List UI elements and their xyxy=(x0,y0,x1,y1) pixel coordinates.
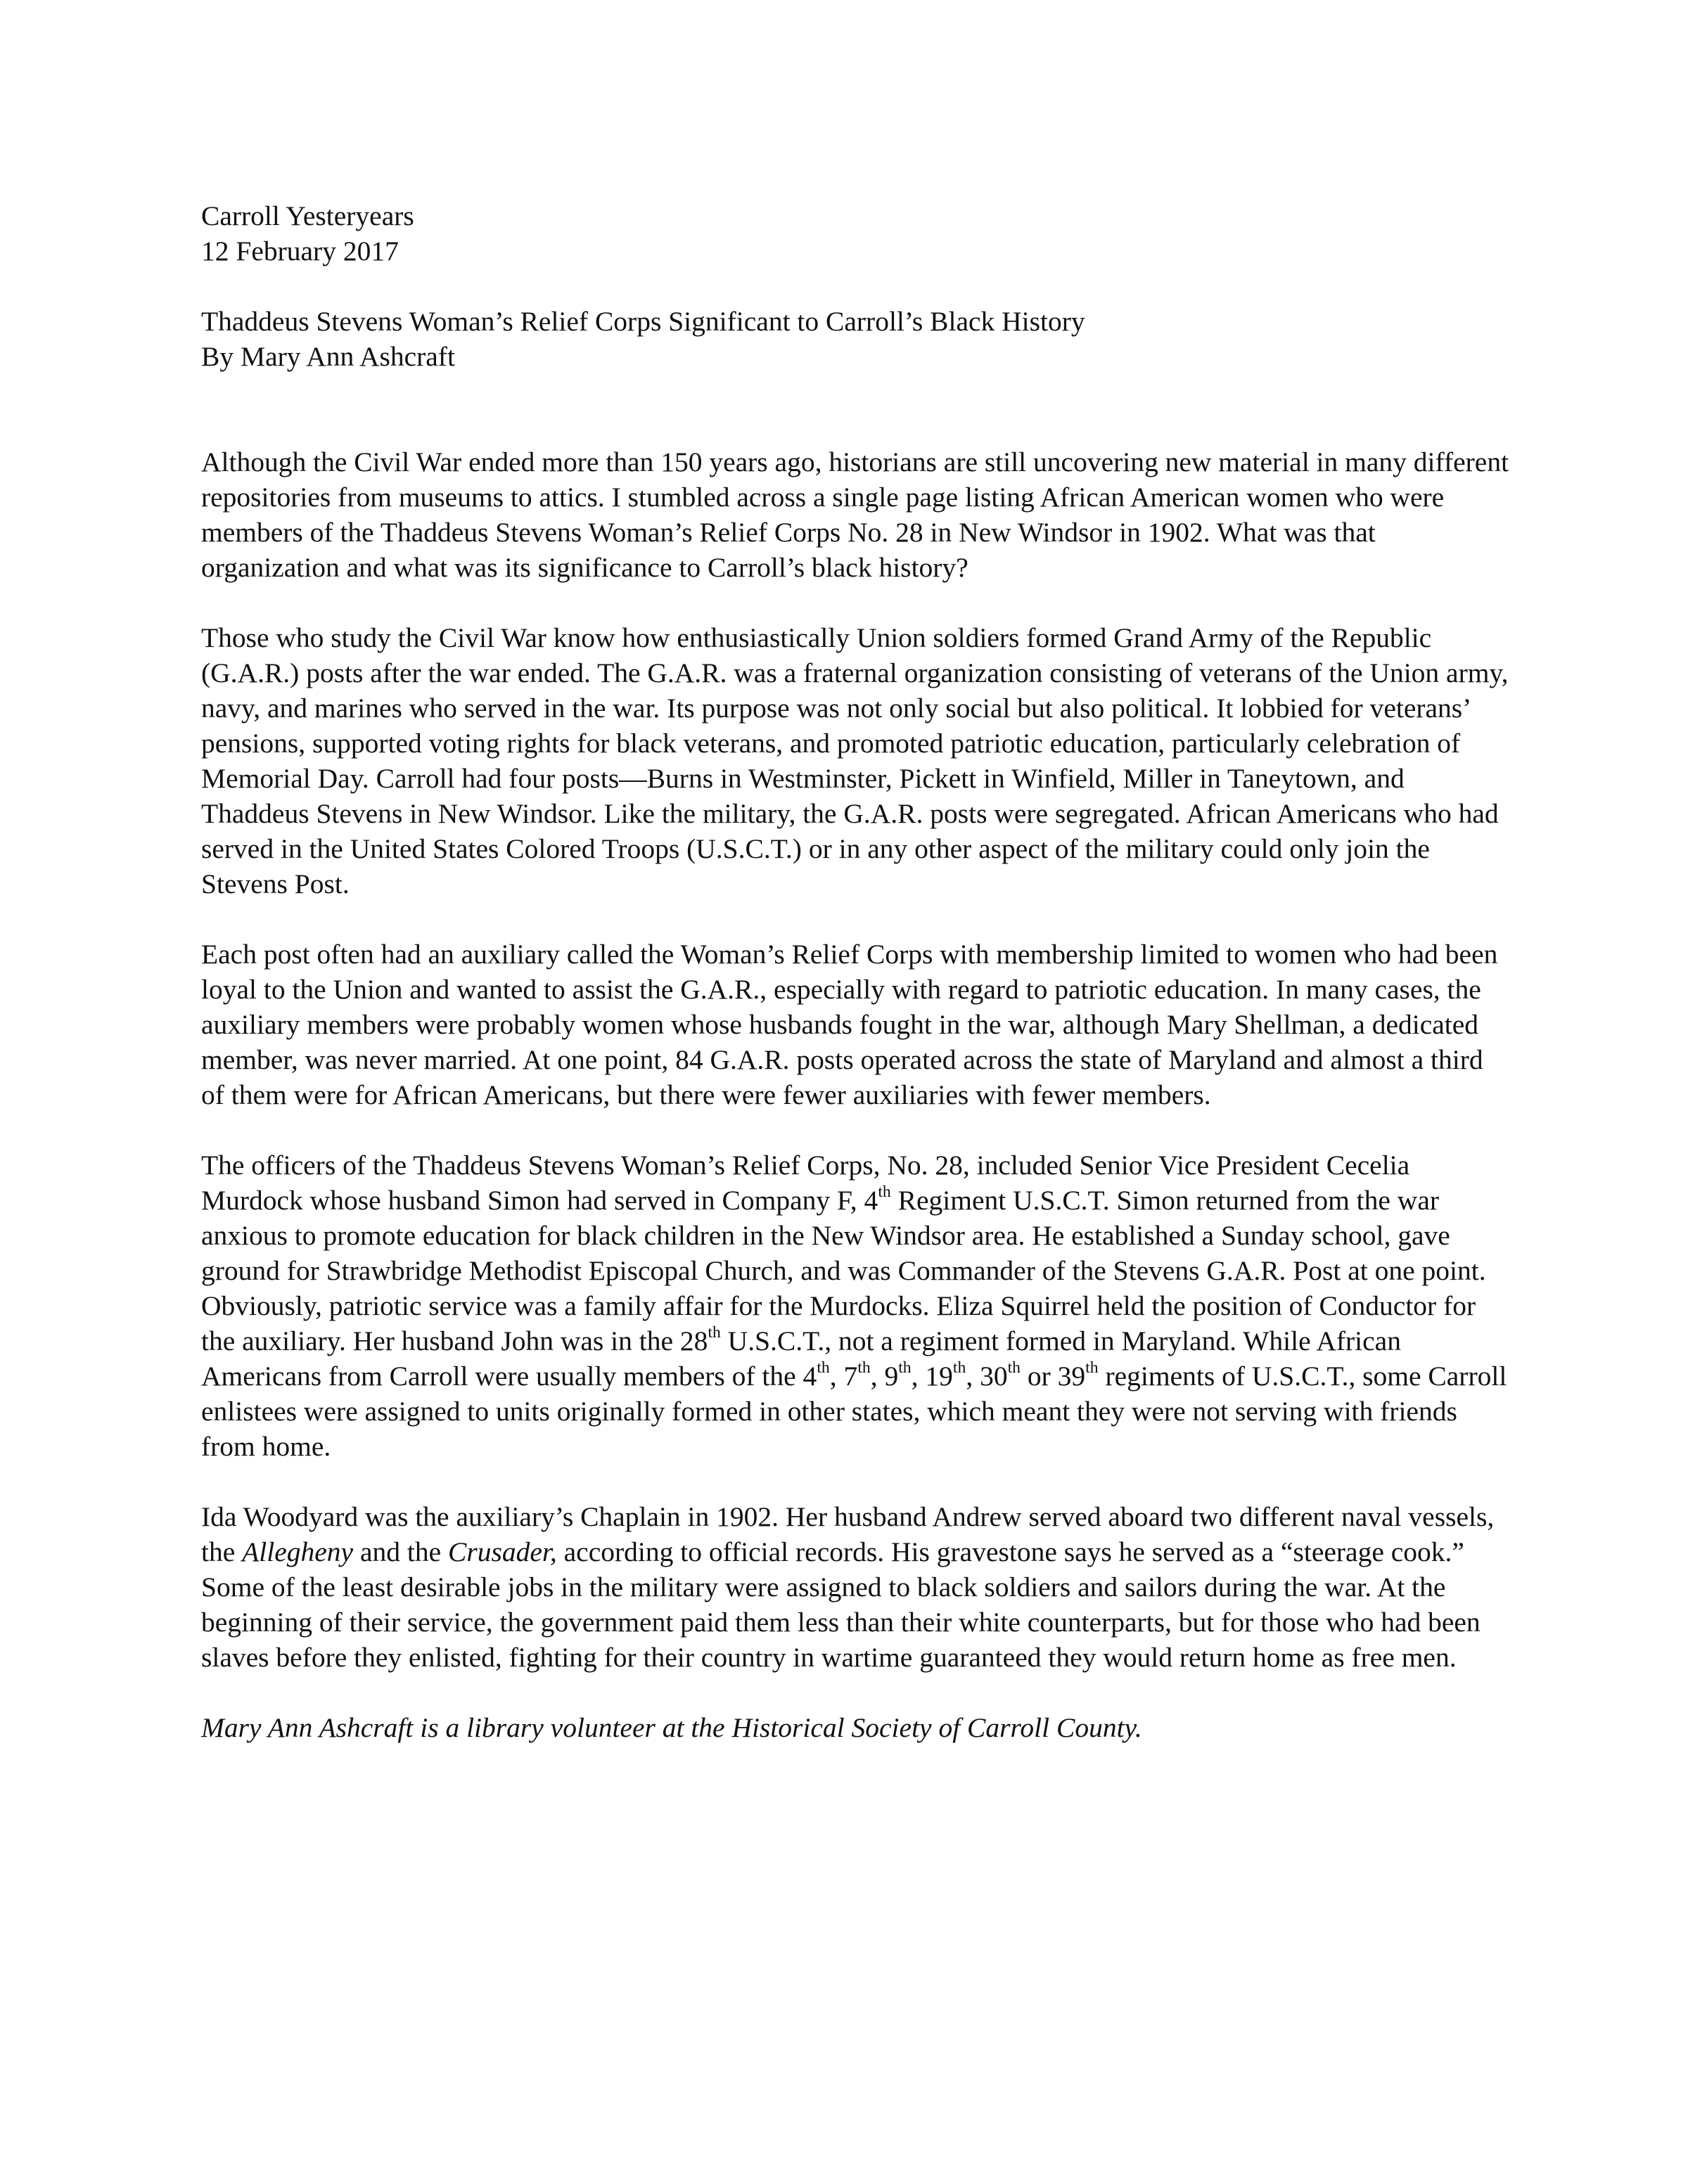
ordinal-suffix: th xyxy=(857,1358,871,1377)
byline: By Mary Ann Ashcraft xyxy=(201,341,455,372)
text-segment: Regiment U.S.C.T. Simon returned from the war anxious to promote education for black children in the New Windsor area. He established a Sunday school, gave ground for Strawbridge Methodist Episcopal Church, and was Commander of the Stevens G.A.R. Post at one point. Obviously, patriotic service was a family affair for the Murdocks. Eliza Squirrel held the position of Conductor for the auxiliary. Her husband John was in the 28 xyxy=(201,1185,1486,1356)
paragraph-intro: Although the Civil War ended more than 150 years ago, historians are still uncovering new material in many different repositories from museums to attics. I stumbled across a single page listing African American women who were members of the Thaddeus Stevens Woman’s Relief Corps No. 28 in New Windsor in 1902. What was that organization and what was its significance to Carroll’s black history? xyxy=(201,447,1509,583)
ordinal-suffix: th xyxy=(1085,1358,1099,1377)
author-note-text: Mary Ann Ashcraft is a library volunteer at the Historical Society of Carroll County. xyxy=(201,1712,1142,1743)
ordinal-suffix: th xyxy=(817,1358,830,1377)
text-segment: The officers of the Thaddeus Stevens Woman’s Relief Corps, No. 28, included Senior Vice President Cecelia Murdock whose husband Simon had served in Company F, 4 xyxy=(201,1150,1410,1216)
ordinal-suffix: th xyxy=(878,1183,891,1202)
paragraph-woodyard xyxy=(201,1499,1509,1675)
ordinal-suffix: th xyxy=(898,1358,912,1377)
paragraph-relief-corps: Each post often had an auxiliary called the Woman’s Relief Corps with membership limited to women who had been loyal to the Union and wanted to assist the G.A.R., especially with regard to patriotic education. In many cases, the auxiliary members were probably women whose husbands fought in the war, although Mary Shellman, a dedicated member, was never married. At one point, 84 G.A.R. posts operated across the state of Maryland and almost a third of them were for African Americans, but there were fewer auxiliaries with fewer members. xyxy=(201,939,1498,1110)
paragraph-officers xyxy=(201,1148,1509,1464)
text-segment: regiments of U.S.C.T., some Carroll enlistees were assigned to units originally formed in other states, which meant they were not serving with friends from home. xyxy=(201,1361,1507,1462)
ship-name: Crusader, xyxy=(448,1536,557,1567)
publication-date: 12 February 2017 xyxy=(201,236,399,266)
text-segment: or 39 xyxy=(1021,1361,1086,1392)
text-segment: , 19 xyxy=(911,1361,953,1392)
paragraph-gar: Those who study the Civil War know how enthusiastically Union soldiers formed Grand Army of the Republic (G.A.R.) posts after the war ended. The G.A.R. was a fraternal organization consisting of veterans of the Union army, navy, and marines who served in the war. Its purpose was not only social but also political. It lobbied for veterans’ pensions, supported voting rights for black veterans, and promoted patriotic education, particularly celebration of Memorial Day. Carroll had four posts—Burns in Westminster, Pickett in Winfield, Miller in Taneytown, and Thaddeus Stevens in New Windsor. Like the military, the G.A.R. posts were segregated. African Americans who had served in the United States Colored Troops (U.S.C.T.) or in any other aspect of the military could only join the Stevens Post. xyxy=(201,622,1509,899)
ship-name: Allegheny xyxy=(242,1536,354,1567)
text-segment: Ida Woodyard was the auxiliary’s Chaplain in 1902. Her husband Andrew served aboard two different naval vessels, the xyxy=(201,1501,1495,1567)
text-segment: , 9 xyxy=(870,1361,899,1392)
text-segment: U.S.C.T., not a regiment formed in Maryland. While African Americans from Carroll were usually members of the 4 xyxy=(201,1325,1401,1392)
ordinal-suffix: th xyxy=(708,1323,721,1342)
document-page xyxy=(201,198,1509,1780)
text-segment: according to official records. His gravestone says he served as a “steerage cook.” Some of the least desirable jobs in the military were assigned to black soldiers and sailors during the war. At the beginning of their service, the government paid them less than their white counterparts, but for those who had been slaves before they enlisted, fighting for their country in wartime guaranteed they would return home as free men. xyxy=(201,1536,1481,1673)
text-segment: , 30 xyxy=(966,1361,1008,1392)
ordinal-suffix: th xyxy=(952,1358,966,1377)
text-segment: and the xyxy=(353,1536,448,1567)
article-title: Thaddeus Stevens Woman’s Relief Corps Significant to Carroll’s Black History xyxy=(201,306,1085,337)
ordinal-suffix: th xyxy=(1007,1358,1021,1377)
column-name: Carroll Yesteryears xyxy=(201,200,414,231)
text-segment: , 7 xyxy=(829,1361,858,1392)
author-note xyxy=(201,1710,1509,1745)
